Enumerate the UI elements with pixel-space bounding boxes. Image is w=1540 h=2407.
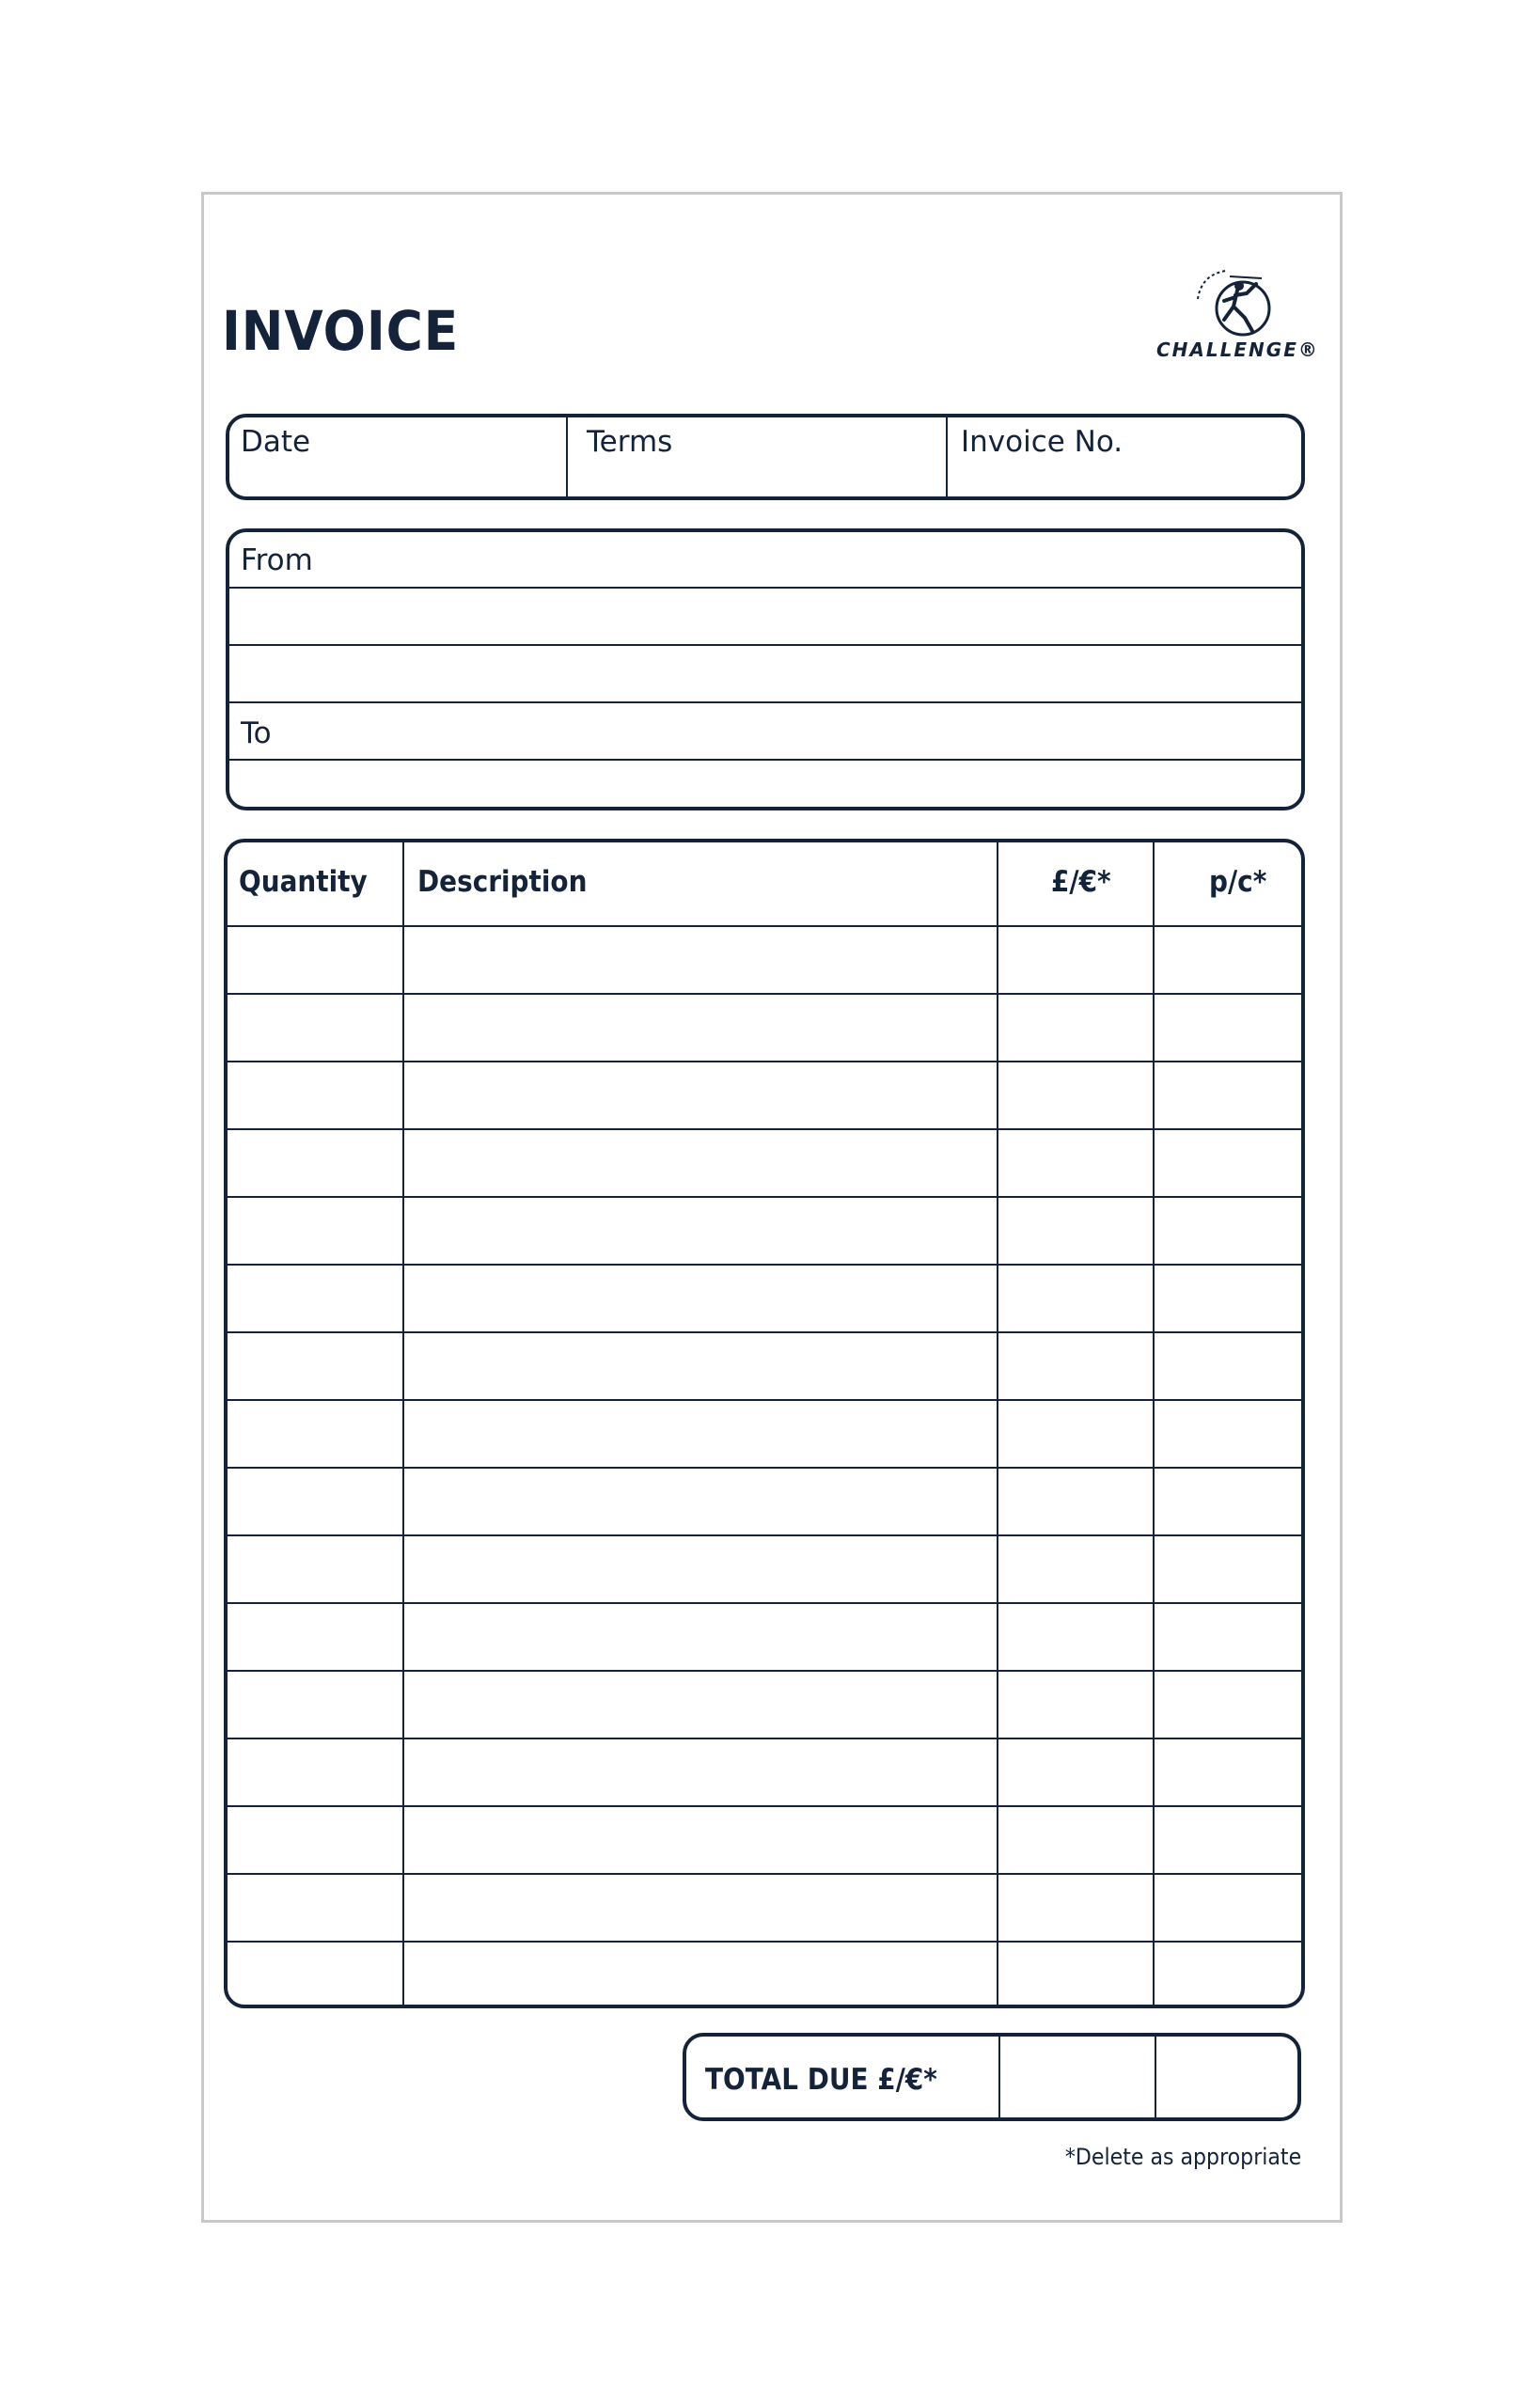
from-line-1[interactable] xyxy=(229,587,1301,589)
total-divider xyxy=(998,2037,1000,2117)
total-due-box xyxy=(683,2033,1301,2121)
table-row[interactable] xyxy=(228,1941,1301,1943)
table-row[interactable] xyxy=(228,1805,1301,1807)
invoice-title: INVOICE xyxy=(222,299,460,363)
header-separator xyxy=(228,925,1301,927)
challenge-logo xyxy=(1156,265,1319,369)
brand-name: CHALLENGE® xyxy=(1156,338,1319,361)
from-label: From xyxy=(241,543,313,577)
divider xyxy=(566,417,568,496)
table-row[interactable] xyxy=(228,1264,1301,1266)
column-header-pounds-euros: £/€* xyxy=(1051,865,1111,899)
table-row[interactable] xyxy=(228,1399,1301,1401)
invoice-number-field[interactable]: Invoice No. xyxy=(961,425,1124,459)
table-row[interactable] xyxy=(228,1467,1301,1469)
runner-icon xyxy=(1181,265,1284,340)
to-line-1[interactable] xyxy=(229,759,1301,761)
table-row[interactable] xyxy=(228,993,1301,995)
column-divider xyxy=(997,842,998,2005)
column-divider xyxy=(1153,842,1155,2005)
total-divider xyxy=(1155,2037,1156,2117)
table-row[interactable] xyxy=(228,1061,1301,1062)
table-row[interactable] xyxy=(228,1331,1301,1333)
terms-field[interactable]: Terms xyxy=(587,425,673,459)
divider xyxy=(946,417,948,496)
table-row[interactable] xyxy=(228,1602,1301,1604)
from-line-2[interactable] xyxy=(229,644,1301,646)
address-box xyxy=(226,528,1305,810)
table-row[interactable] xyxy=(228,1128,1301,1130)
table-row[interactable] xyxy=(228,1873,1301,1875)
table-row[interactable] xyxy=(228,1534,1301,1536)
items-table xyxy=(224,839,1305,2008)
table-row[interactable] xyxy=(228,1196,1301,1198)
header-fields-box xyxy=(226,414,1305,500)
total-due-label: TOTAL DUE £/€* xyxy=(705,2063,937,2097)
table-row[interactable] xyxy=(228,1670,1301,1672)
column-divider xyxy=(402,842,404,2005)
footnote: *Delete as appropriate xyxy=(1064,2144,1301,2170)
date-field[interactable]: Date xyxy=(241,425,311,459)
column-header-pence-cents: p/c* xyxy=(1209,865,1267,899)
column-header-description: Description xyxy=(417,865,588,899)
column-header-quantity: Quantity xyxy=(239,865,368,899)
from-line-3[interactable] xyxy=(229,701,1301,703)
to-label: To xyxy=(241,716,272,750)
table-row[interactable] xyxy=(228,1738,1301,1739)
